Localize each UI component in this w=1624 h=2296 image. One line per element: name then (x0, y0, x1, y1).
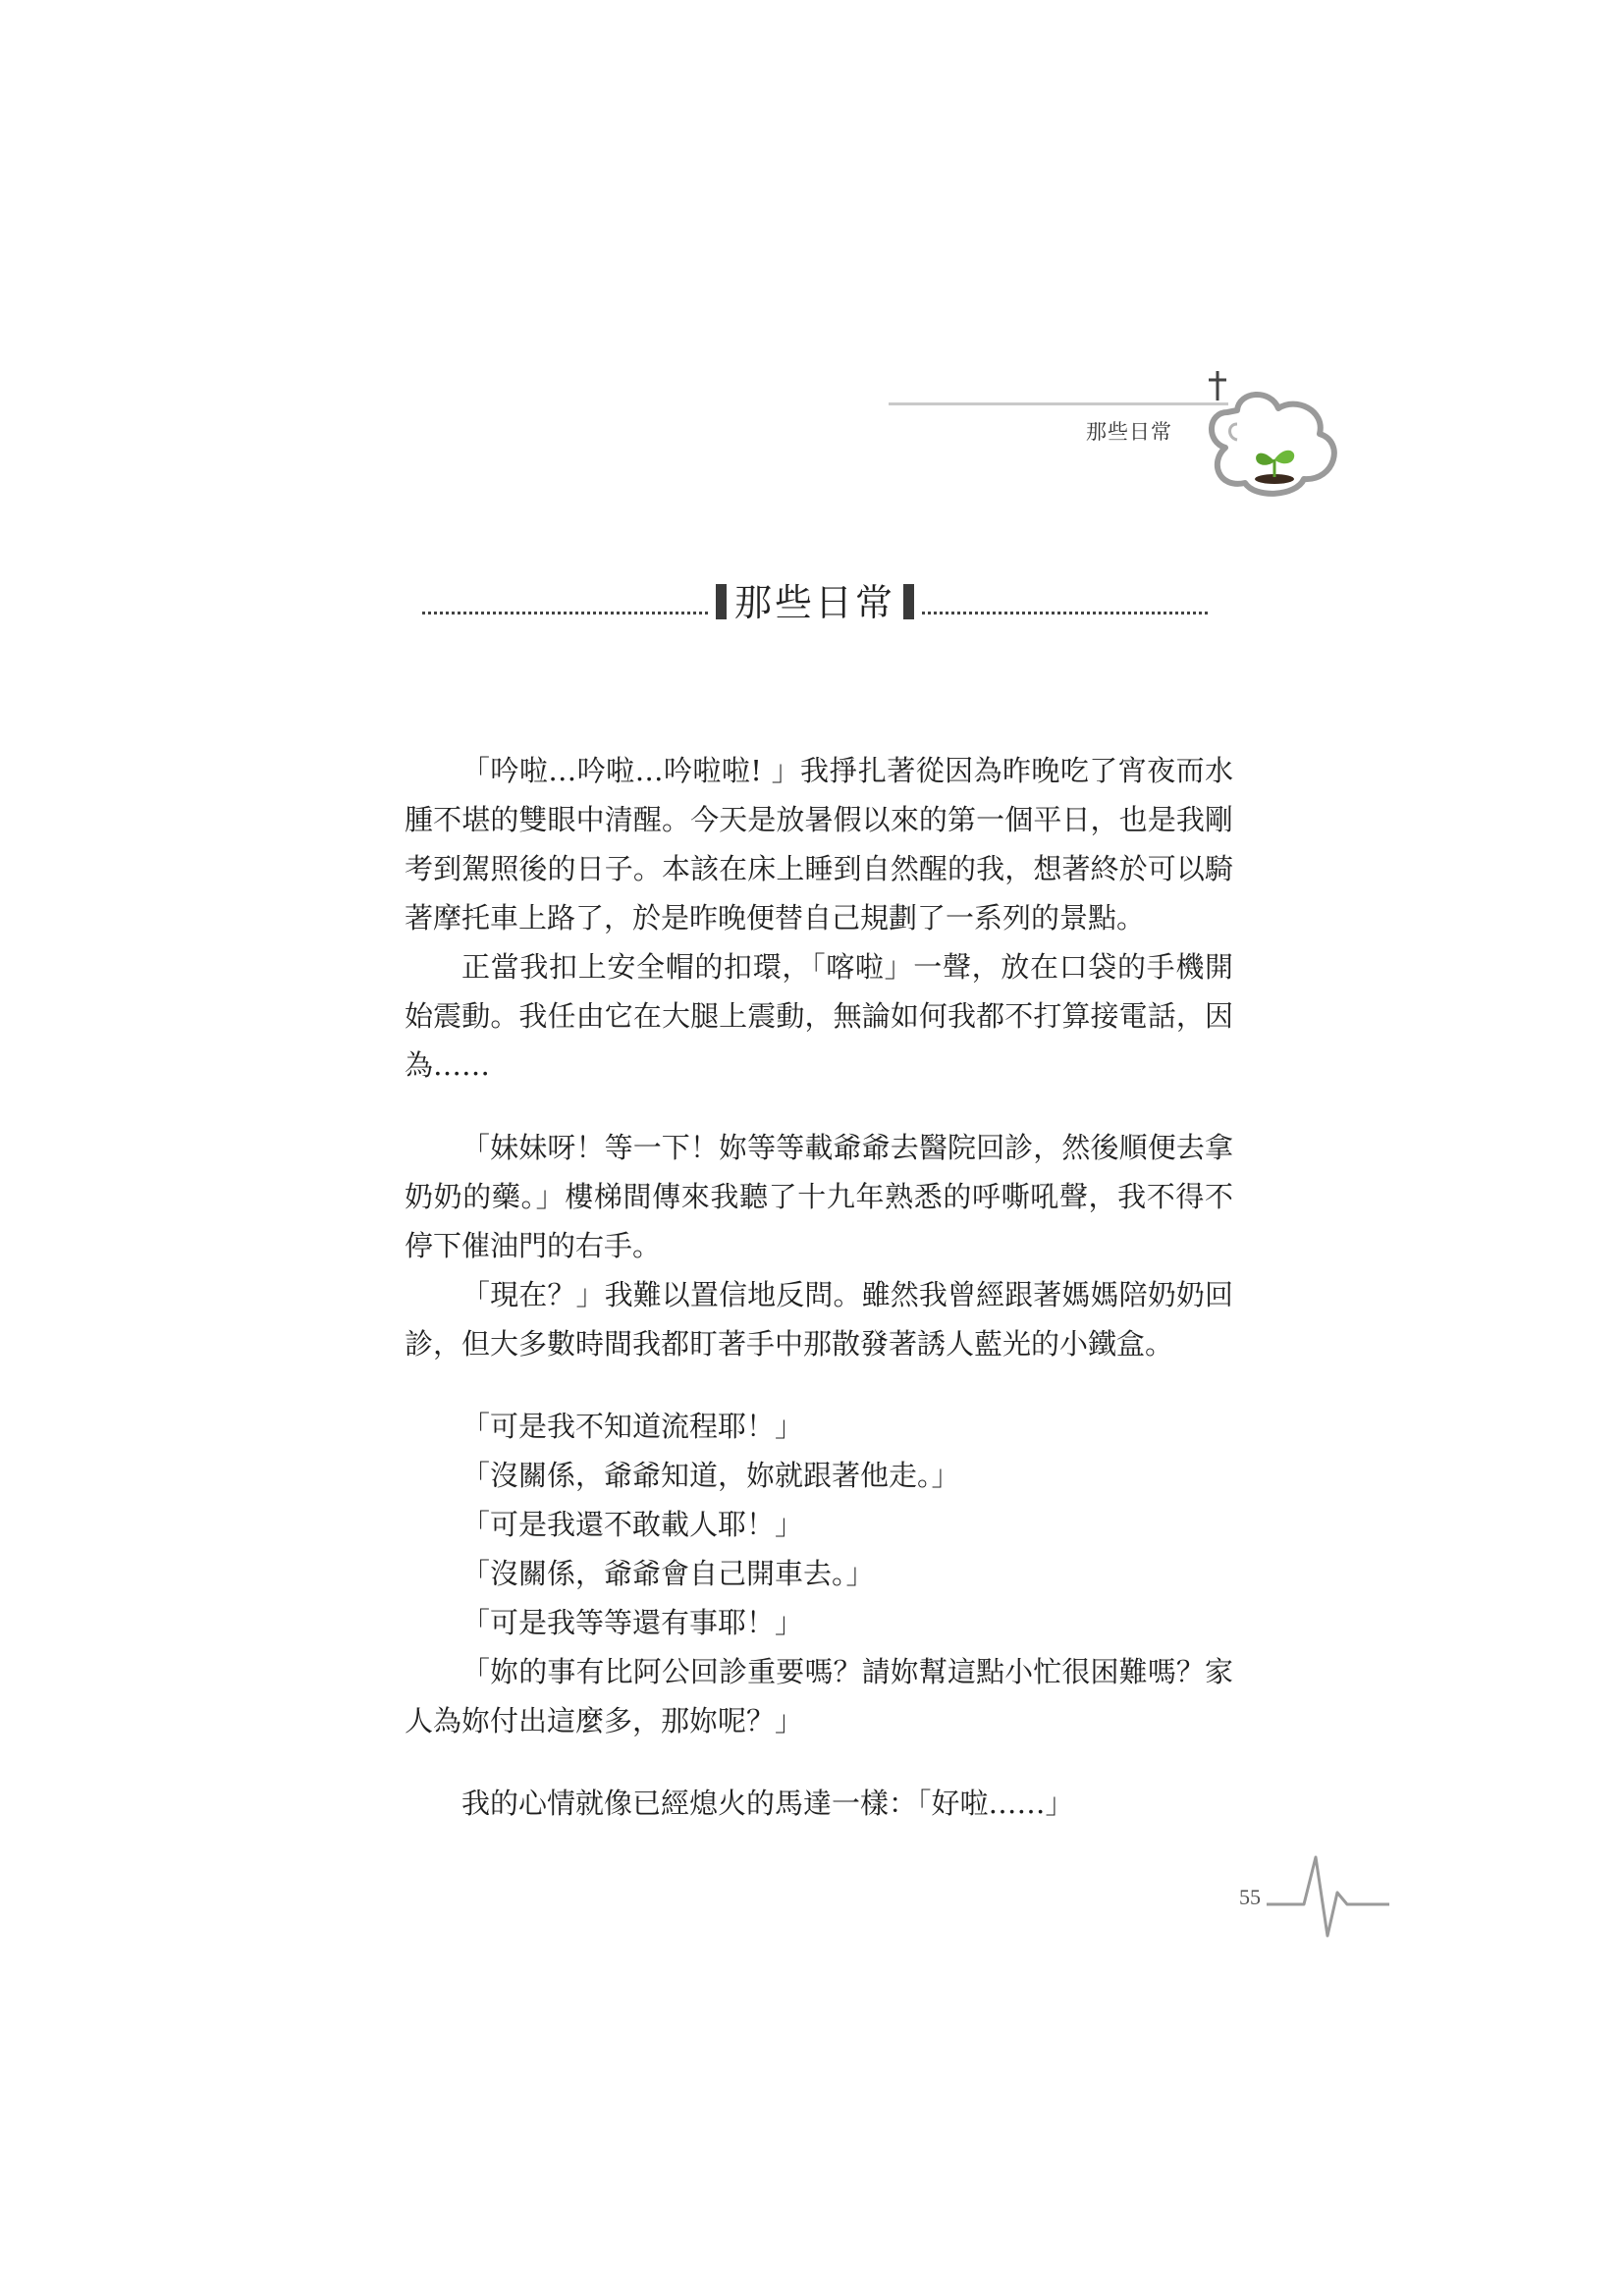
paragraph: 「可是我不知道流程耶！」 (461, 1410, 804, 1443)
paragraph: 「妹妹呀！等一下！妳等等載爺爺去醫院回診，然後順便去拿奶奶的藥。」樓梯間傳來我聽了十九年熟悉的呼嘶吼聲，我不得不停下催油門的右手。 (405, 1131, 1233, 1262)
dotted-leader-left (422, 612, 708, 614)
title-bar-right (903, 584, 914, 619)
paragraph: 我的心情就像已經熄火的馬達一樣：「好啦……」 (461, 1787, 1074, 1820)
paragraph: 「吟啦…吟啦…吟啦啦! 」我掙扎著從因為昨晚吃了宵夜而水腫不堪的雙眼中清醒。今天是放暑假以來的第一個平日，也是我剛考到駕照後的日子。本該在床上睡到自然醒的我，想著終於可以騎著摩托車上路了，於是昨晚便替自己規劃了一系列的景點。 (405, 754, 1233, 934)
paragraph: 「沒關係，爺爺會自己開車去。」 (461, 1557, 875, 1590)
paragraph: 「現在？」我難以置信地反問。雖然我曾經跟著媽媽陪奶奶回診，但大多數時間我都盯著手中那散發著誘人藍光的小鐵盒。 (405, 1278, 1233, 1361)
cross-clover-sprout-icon (1198, 363, 1345, 501)
header-rule (889, 402, 1228, 405)
chapter-title: 那些日常 (734, 580, 896, 624)
paragraph: 「可是我等等還有事耶！」 (461, 1606, 804, 1639)
title-bar-left (716, 584, 727, 619)
heartbeat-pulse-icon (1267, 1845, 1389, 1944)
paragraph: 「妳的事有比阿公回診重要嗎？請妳幫這點小忙很困難嗎？家人為妳付出這麼多，那妳呢？」 (405, 1655, 1233, 1737)
dotted-leader-right (922, 612, 1208, 614)
paragraph: 「沒關係，爺爺知道，妳就跟著他走。」 (461, 1459, 960, 1492)
page-number: 55 (1239, 1885, 1261, 1909)
chapter-heading (422, 569, 1208, 628)
paragraph: 正當我扣上安全帽的扣環，「喀啦」一聲，放在口袋的手機開始震動。我任由它在大腿上震動，無論如何我都不打算接電話，因為…… (405, 950, 1233, 1082)
paragraph: 「可是我還不敢載人耶！」 (461, 1508, 804, 1541)
body-text (405, 746, 1233, 1828)
running-header-title: 那些日常 (1086, 420, 1172, 444)
